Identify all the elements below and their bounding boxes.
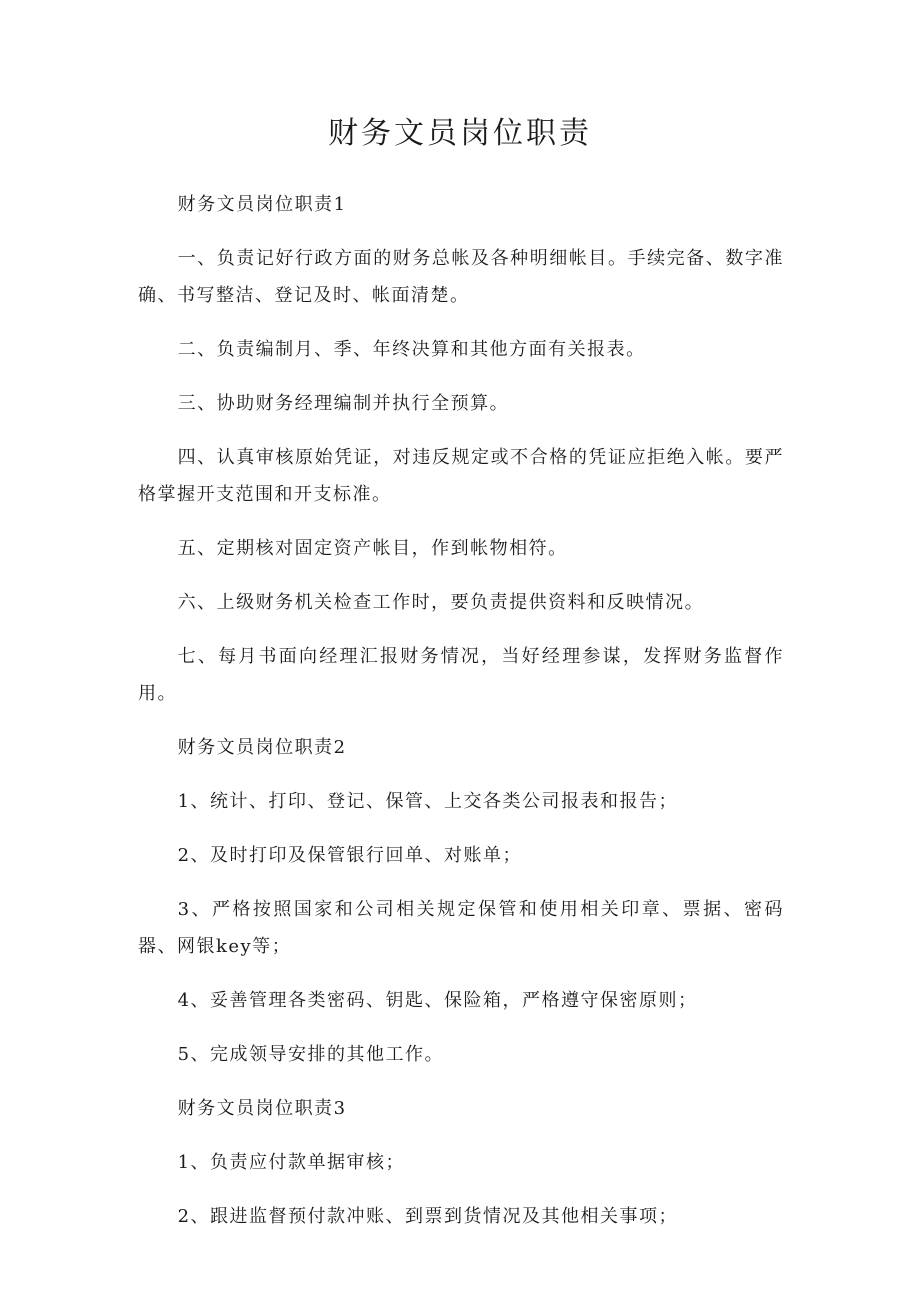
- paragraph: 4、妥善管理各类密码、钥匙、保险箱，严格遵守保密原则；: [177, 990, 698, 1011]
- document-title: 财务文员岗位职责: [328, 116, 592, 151]
- paragraph: 2、跟进监督预付款冲账、到票到货情况及其他相关事项；: [177, 1206, 679, 1227]
- paragraph: 五、定期核对固定资产帐目，作到帐物相符。: [177, 538, 568, 559]
- paragraph: 七、每月书面向经理汇报财务情况，当好经理参谋，发挥财务监督作用。: [138, 646, 784, 704]
- paragraph: 5、完成领导安排的其他工作。: [177, 1044, 445, 1065]
- section-heading-2: 财务文员岗位职责2: [177, 737, 347, 758]
- paragraph: 二、负责编制月、季、年终决算和其他方面有关报表。: [177, 339, 646, 360]
- document-body: [138, 186, 784, 1252]
- paragraph: 3、严格按照国家和公司相关规定保管和使用相关印章、票据、密码器、网银key等；: [138, 899, 784, 957]
- paragraph: 2、及时打印及保管银行回单、对账单；: [177, 845, 523, 866]
- paragraph: 1、统计、打印、登记、保管、上交各类公司报表和报告；: [177, 791, 679, 812]
- paragraph: 四、认真审核原始凭证，对违反规定或不合格的凭证应拒绝入帐。要严格掌握开支范围和开支标准。: [138, 447, 784, 505]
- section-heading-3: 财务文员岗位职责3: [177, 1098, 347, 1119]
- paragraph: 六、上级财务机关检查工作时，要负责提供资料和反映情况。: [177, 592, 705, 613]
- paragraph: 一、负责记好行政方面的财务总帐及各种明细帐目。手续完备、数字准确、书写整洁、登记及时、帐面清楚。: [138, 248, 784, 306]
- paragraph: 1、负责应付款单据审核；: [177, 1152, 406, 1173]
- paragraph: 三、协助财务经理编制并执行全预算。: [177, 393, 510, 414]
- section-heading-1: 财务文员岗位职责1: [177, 194, 347, 215]
